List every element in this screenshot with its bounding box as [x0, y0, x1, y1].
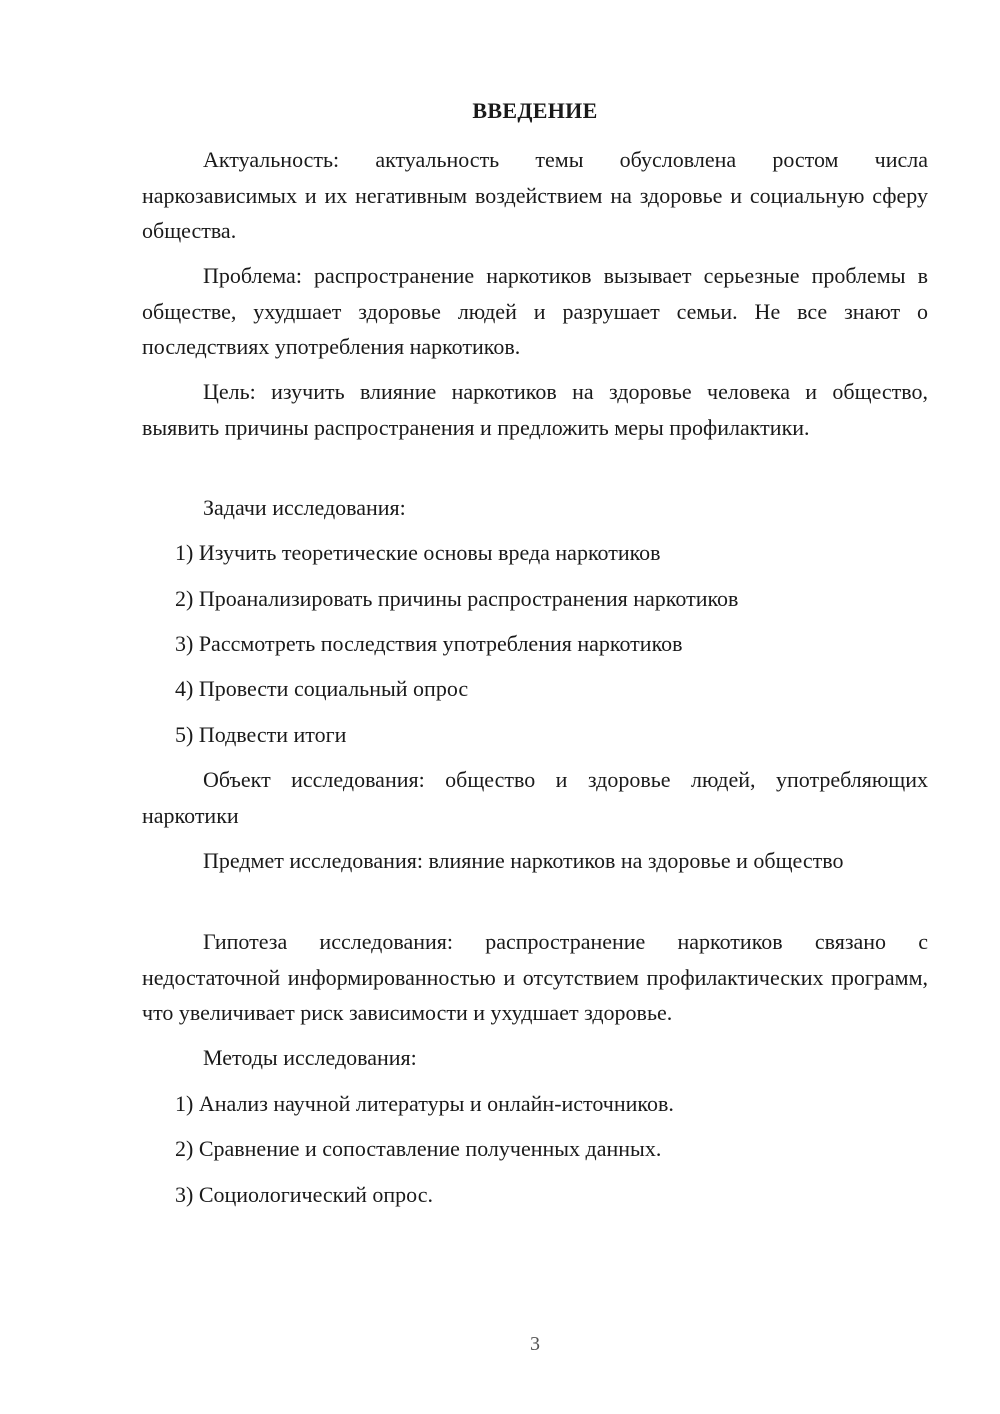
page-number: 3 — [530, 1333, 540, 1355]
method-item: 3) Социологический опрос. — [175, 1182, 433, 1207]
task-item: 3) Рассмотреть последствия употребления наркотиков — [175, 631, 683, 656]
page-title: ВВЕДЕНИЕ — [472, 98, 598, 123]
relevance-paragraph: Актуальность: актуальность темы обусловлена ростом числа наркозависимых и их негативным воздействием на здоровье и социальную сферу общества. — [142, 147, 928, 243]
method-item: 2) Сравнение и сопоставление полученных данных. — [175, 1136, 662, 1161]
subject-paragraph: Предмет исследования: влияние наркотиков на здоровье и общество — [203, 848, 844, 873]
methods-heading: Методы исследования: — [203, 1045, 417, 1070]
task-item: 1) Изучить теоретические основы вреда наркотиков — [175, 540, 661, 565]
method-item: 1) Анализ научной литературы и онлайн-источников. — [175, 1091, 674, 1116]
hypothesis-paragraph: Гипотеза исследования: распространение наркотиков связано с недостаточной информированностью и отсутствием профилактических программ, что увеличивает риск зависимости и ухудшает здоровье. — [142, 929, 928, 1025]
task-item: 5) Подвести итоги — [175, 722, 347, 747]
object-paragraph: Объект исследования: общество и здоровье людей, употребляющих наркотики — [142, 767, 928, 828]
goal-paragraph: Цель: изучить влияние наркотиков на здоровье человека и общество, выявить причины распространения и предложить меры профилактики. — [142, 379, 928, 440]
tasks-heading: Задачи исследования: — [203, 495, 406, 520]
task-item: 4) Провести социальный опрос — [175, 676, 469, 701]
problem-paragraph: Проблема: распространение наркотиков вызывает серьезные проблемы в обществе, ухудшает здоровье людей и разрушает семьи. Не все знают о последствиях употребления наркотиков. — [142, 263, 928, 359]
task-item: 2) Проанализировать причины распространения наркотиков — [175, 586, 739, 611]
